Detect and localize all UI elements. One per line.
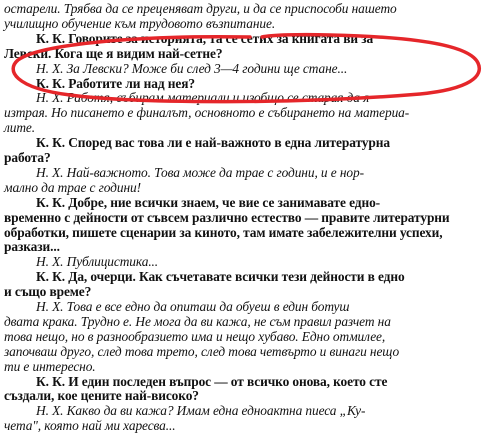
text-line: работа? [4, 150, 51, 165]
text-line: К. К. Работите ли над нея? [36, 75, 195, 91]
text-line: мално да трае с години! [4, 179, 141, 195]
text-line: това нещо, но в разнообразието има и нещо хубаво. Едно отмилее, [4, 328, 386, 344]
text-line: Левски. Кога ще я видим най-сетне? [4, 45, 223, 61]
text-line: К. К. И един последен въпрос — от всичко онова, което сте [36, 373, 388, 389]
text-line: създали, кое цените най-високо? [4, 388, 199, 404]
text-line: остарели. Трябва да се преценяват други, и да се приспособи нашето [4, 1, 397, 16]
text-line: временно с дейности от съвсем различно естество — правите литературни [4, 209, 450, 225]
text-line: лите. [4, 120, 35, 136]
text-line: и също време? [4, 284, 92, 300]
text-line: двата крака. Трудно е. Не мога да ви кажа, не съм правил разчет на [4, 313, 391, 329]
text-line: К. К. Добре, ние всички знаем, че вие се занимавате едно- [36, 194, 381, 210]
text-line: започваш друго, след това трето, след това четвърто и винаги нещо [4, 343, 400, 359]
text-line: Н. Х. За Левски? Може би след 3—4 години ще стане... [36, 60, 348, 76]
text-line: Н. Х. Какво да ви кажа? Имам една едноактна пиеса „Ку- [36, 403, 366, 419]
text-line: Н. Х. Това е все едно да опиташ да обуеш в един ботуш [36, 299, 350, 314]
text-line: ти е интересно. [4, 358, 96, 374]
text-line: К. К. Да, очерци. Как съчетавате всички тези дейности в едно [36, 269, 405, 285]
text-line: Н. Х. Най-важното. Това може да трае с години, и е нор- [36, 164, 364, 180]
text-line: К. К. Според вас това ли е най-важното в една литературна [36, 135, 390, 151]
text-line: училищно обучение към трудовото възпитание. [4, 15, 276, 31]
text-line: К. К. Говорите за историята, та се сетих за книгата ви за [36, 30, 374, 46]
text-line: разкази... [4, 239, 60, 255]
text-line: обработки, пишете сценарии за киното, там имате забележителни успехи, [4, 224, 443, 240]
text-line: изтрая. Но писането е финалът, основното е събирането на материа- [4, 105, 410, 121]
text-line: Н. Х. Работя, събирам материали и изобщо се старая да я [36, 90, 370, 106]
text-line: чета", която най ми харесва... [4, 418, 176, 434]
text-line: Н. Х. Публицистика... [36, 254, 159, 270]
